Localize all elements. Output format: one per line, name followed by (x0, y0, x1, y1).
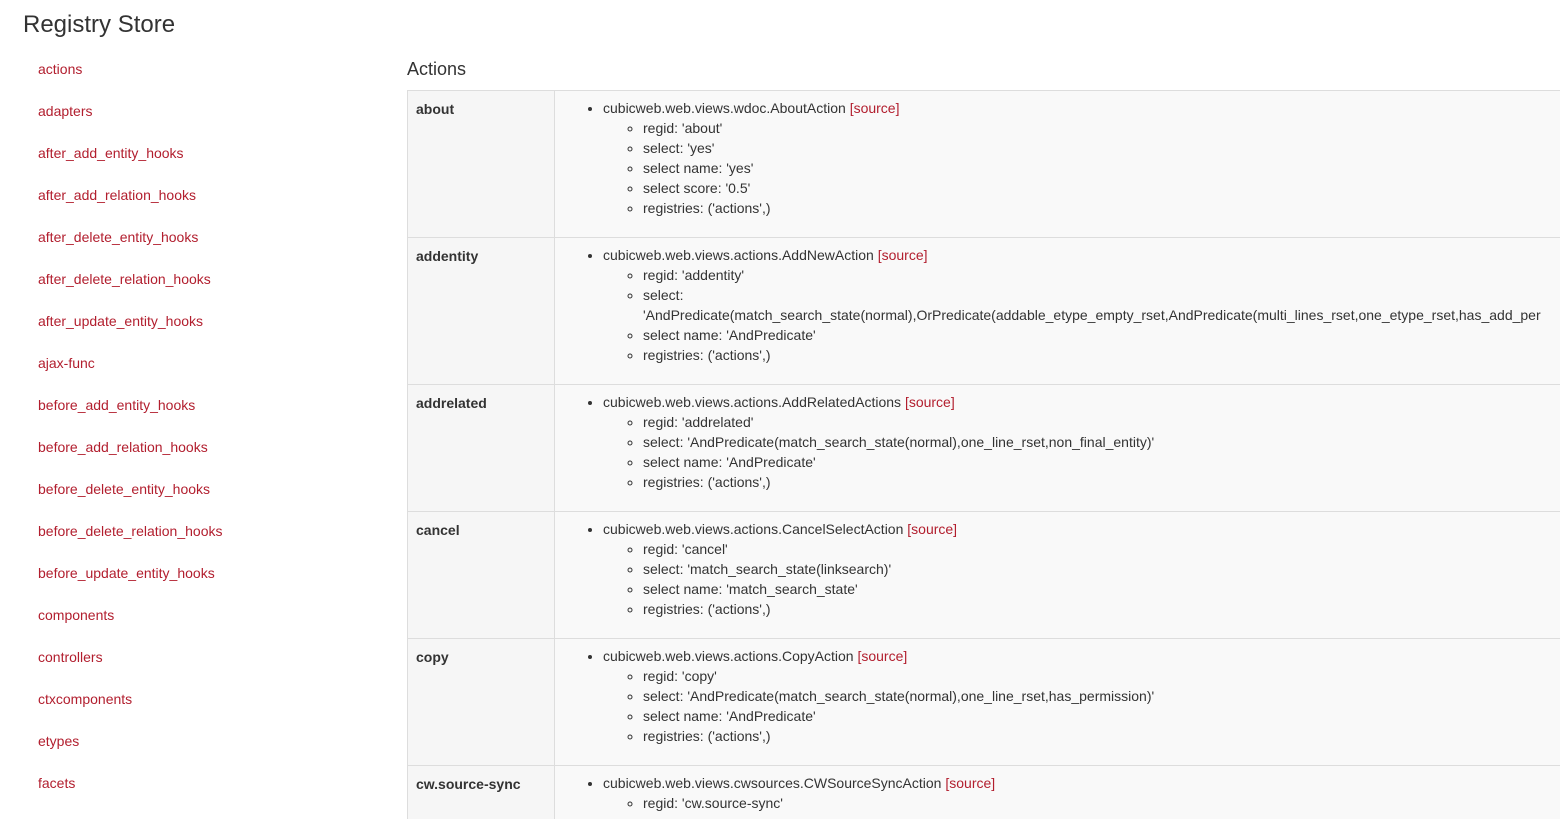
sidebar-item-before-delete-relation-hooks (38, 520, 378, 562)
property-item: ◦ select: 'match_search_state(linksearch)' (643, 559, 1560, 579)
source-link[interactable]: [source] (945, 775, 996, 791)
object-path: cubicweb.web.views.actions.AddRelatedActions (603, 394, 902, 410)
property-item: ◦ regid: 'addentity' (643, 265, 1560, 285)
sidebar-item-after-add-entity-hooks (38, 142, 378, 184)
sidebar-link-components[interactable]: components (38, 607, 115, 623)
object-list (555, 98, 1560, 218)
property-item: ◦ select name: 'AndPredicate' (643, 325, 1560, 345)
object-path: cubicweb.web.views.actions.CopyAction (603, 648, 854, 664)
sidebar-link-controllers[interactable]: controllers (38, 649, 103, 665)
source-link[interactable]: [source] (907, 521, 958, 537)
sidebar-item-after-delete-relation-hooks (38, 268, 378, 310)
property-item: ◦ registries: ('actions',) (643, 599, 1560, 619)
table-row (408, 385, 1560, 512)
source-link[interactable]: [source] (877, 247, 928, 263)
object-list (555, 245, 1560, 365)
property-list (603, 265, 1560, 365)
table-row (408, 91, 1560, 238)
source-link[interactable]: [source] (857, 648, 908, 664)
select-value: 'AndPredicate(match_search_state(normal),OrPredicate(addable_etype_empty_rset,AndPredicate(multi_lines_rset,one_etype_rset,has_add_per (643, 307, 1541, 323)
table-row (408, 512, 1560, 639)
sidebar-link-etypes[interactable]: etypes (38, 733, 80, 749)
property-item (643, 285, 1560, 325)
property-item: ◦ select: 'yes' (643, 138, 1560, 158)
property-item: ◦ select score: '0.5' (643, 178, 1560, 198)
property-list (603, 793, 1560, 813)
object-path: cubicweb.web.views.actions.AddNewAction (603, 247, 874, 263)
property-item: ◦ select: 'AndPredicate(match_search_state(normal),one_line_rset,non_final_entity)' (643, 432, 1560, 452)
property-item: ◦ select name: 'AndPredicate' (643, 452, 1560, 472)
object-item (603, 245, 1560, 365)
sidebar-item-components (38, 604, 378, 646)
sidebar-link-after-add-entity-hooks[interactable]: after_add_entity_hooks (38, 145, 184, 161)
page-title: Registry Store (23, 11, 176, 38)
sidebar-item-controllers (38, 646, 378, 688)
sidebar-item-actions (38, 58, 378, 100)
sidebar-item-before-delete-entity-hooks (38, 478, 378, 520)
registry-key: copy (408, 639, 555, 766)
property-item: ◦ regid: 'addrelated' (643, 412, 1560, 432)
property-item: ◦ registries: ('actions',) (643, 345, 1560, 365)
object-item (603, 392, 1560, 492)
object-path: cubicweb.web.views.wdoc.AboutAction (603, 100, 846, 116)
sidebar-link-after-delete-entity-hooks[interactable]: after_delete_entity_hooks (38, 229, 199, 245)
registry-sidebar (38, 58, 378, 814)
select-label: select: (643, 287, 684, 303)
object-item (603, 646, 1560, 746)
sidebar-link-before-add-relation-hooks[interactable]: before_add_relation_hooks (38, 439, 208, 455)
table-row (408, 238, 1560, 385)
registry-value-cell (555, 238, 1560, 385)
property-item: ◦ regid: 'about' (643, 118, 1560, 138)
sidebar-link-adapters[interactable]: adapters (38, 103, 93, 119)
property-item: ◦ select name: 'AndPredicate' (643, 706, 1560, 726)
property-list (603, 118, 1560, 218)
sidebar-link-after-update-entity-hooks[interactable]: after_update_entity_hooks (38, 313, 204, 329)
table-row (408, 639, 1560, 766)
registry-key: addentity (408, 238, 555, 385)
property-item: ◦ regid: 'cw.source-sync' (643, 793, 1560, 813)
sidebar-link-actions[interactable]: actions (38, 61, 83, 77)
sidebar-item-after-add-relation-hooks (38, 184, 378, 226)
registry-value-cell (555, 512, 1560, 639)
source-link[interactable]: [source] (904, 394, 955, 410)
object-path: cubicweb.web.views.cwsources.CWSourceSyncAction (603, 775, 942, 791)
property-item: ◦ select: 'AndPredicate(match_search_state(normal),one_line_rset,has_permission)' (643, 686, 1560, 706)
property-item: ◦ registries: ('actions',) (643, 726, 1560, 746)
sidebar-link-before-add-entity-hooks[interactable]: before_add_entity_hooks (38, 397, 196, 413)
sidebar-item-ctxcomponents (38, 688, 378, 730)
sidebar-link-after-add-relation-hooks[interactable]: after_add_relation_hooks (38, 187, 197, 203)
property-item: ◦ select name: 'yes' (643, 158, 1560, 178)
object-list (555, 519, 1560, 619)
section-title-actions: Actions (407, 59, 467, 79)
property-item: ◦ registries: ('actions',) (643, 472, 1560, 492)
registry-value-cell (555, 91, 1560, 238)
sidebar-item-adapters (38, 100, 378, 142)
sidebar-link-facets[interactable]: facets (38, 775, 76, 791)
object-list (555, 392, 1560, 492)
registry-key: cw.source-sync (408, 766, 555, 819)
sidebar-link-ctxcomponents[interactable]: ctxcomponents (38, 691, 133, 707)
sidebar-item-before-add-relation-hooks (38, 436, 378, 478)
sidebar-link-before-delete-relation-hooks[interactable]: before_delete_relation_hooks (38, 523, 223, 539)
object-list (555, 773, 1560, 813)
sidebar-link-after-delete-relation-hooks[interactable]: after_delete_relation_hooks (38, 271, 211, 287)
sidebar-item-after-delete-entity-hooks (38, 226, 378, 268)
property-list (603, 539, 1560, 619)
sidebar-item-before-update-entity-hooks (38, 562, 378, 604)
object-item (603, 519, 1560, 619)
registry-key: cancel (408, 512, 555, 639)
property-item: ◦ regid: 'copy' (643, 666, 1560, 686)
sidebar-link-ajax-func[interactable]: ajax-func (38, 355, 95, 371)
object-path: cubicweb.web.views.actions.CancelSelectAction (603, 521, 904, 537)
registry-key: about (408, 91, 555, 238)
property-item: ◦ registries: ('actions',) (643, 198, 1560, 218)
object-list (555, 646, 1560, 746)
sidebar-item-ajax-func (38, 352, 378, 394)
source-link[interactable]: [source] (849, 100, 900, 116)
registry-value-cell (555, 639, 1560, 766)
property-list (603, 666, 1560, 746)
property-list (603, 412, 1560, 492)
sidebar-link-before-delete-entity-hooks[interactable]: before_delete_entity_hooks (38, 481, 211, 497)
sidebar-item-before-add-entity-hooks (38, 394, 378, 436)
property-item: ◦ select name: 'match_search_state' (643, 579, 1560, 599)
property-item: ◦ regid: 'cancel' (643, 539, 1560, 559)
sidebar-link-before-update-entity-hooks[interactable]: before_update_entity_hooks (38, 565, 215, 581)
sidebar-item-etypes (38, 730, 378, 772)
object-item (603, 773, 1560, 813)
table-row (408, 766, 1560, 819)
object-item (603, 98, 1560, 218)
actions-registry-table (407, 90, 1560, 819)
sidebar-item-after-update-entity-hooks (38, 310, 378, 352)
sidebar-item-facets (38, 772, 378, 814)
registry-key: addrelated (408, 385, 555, 512)
registry-value-cell (555, 766, 1560, 819)
registry-value-cell (555, 385, 1560, 512)
